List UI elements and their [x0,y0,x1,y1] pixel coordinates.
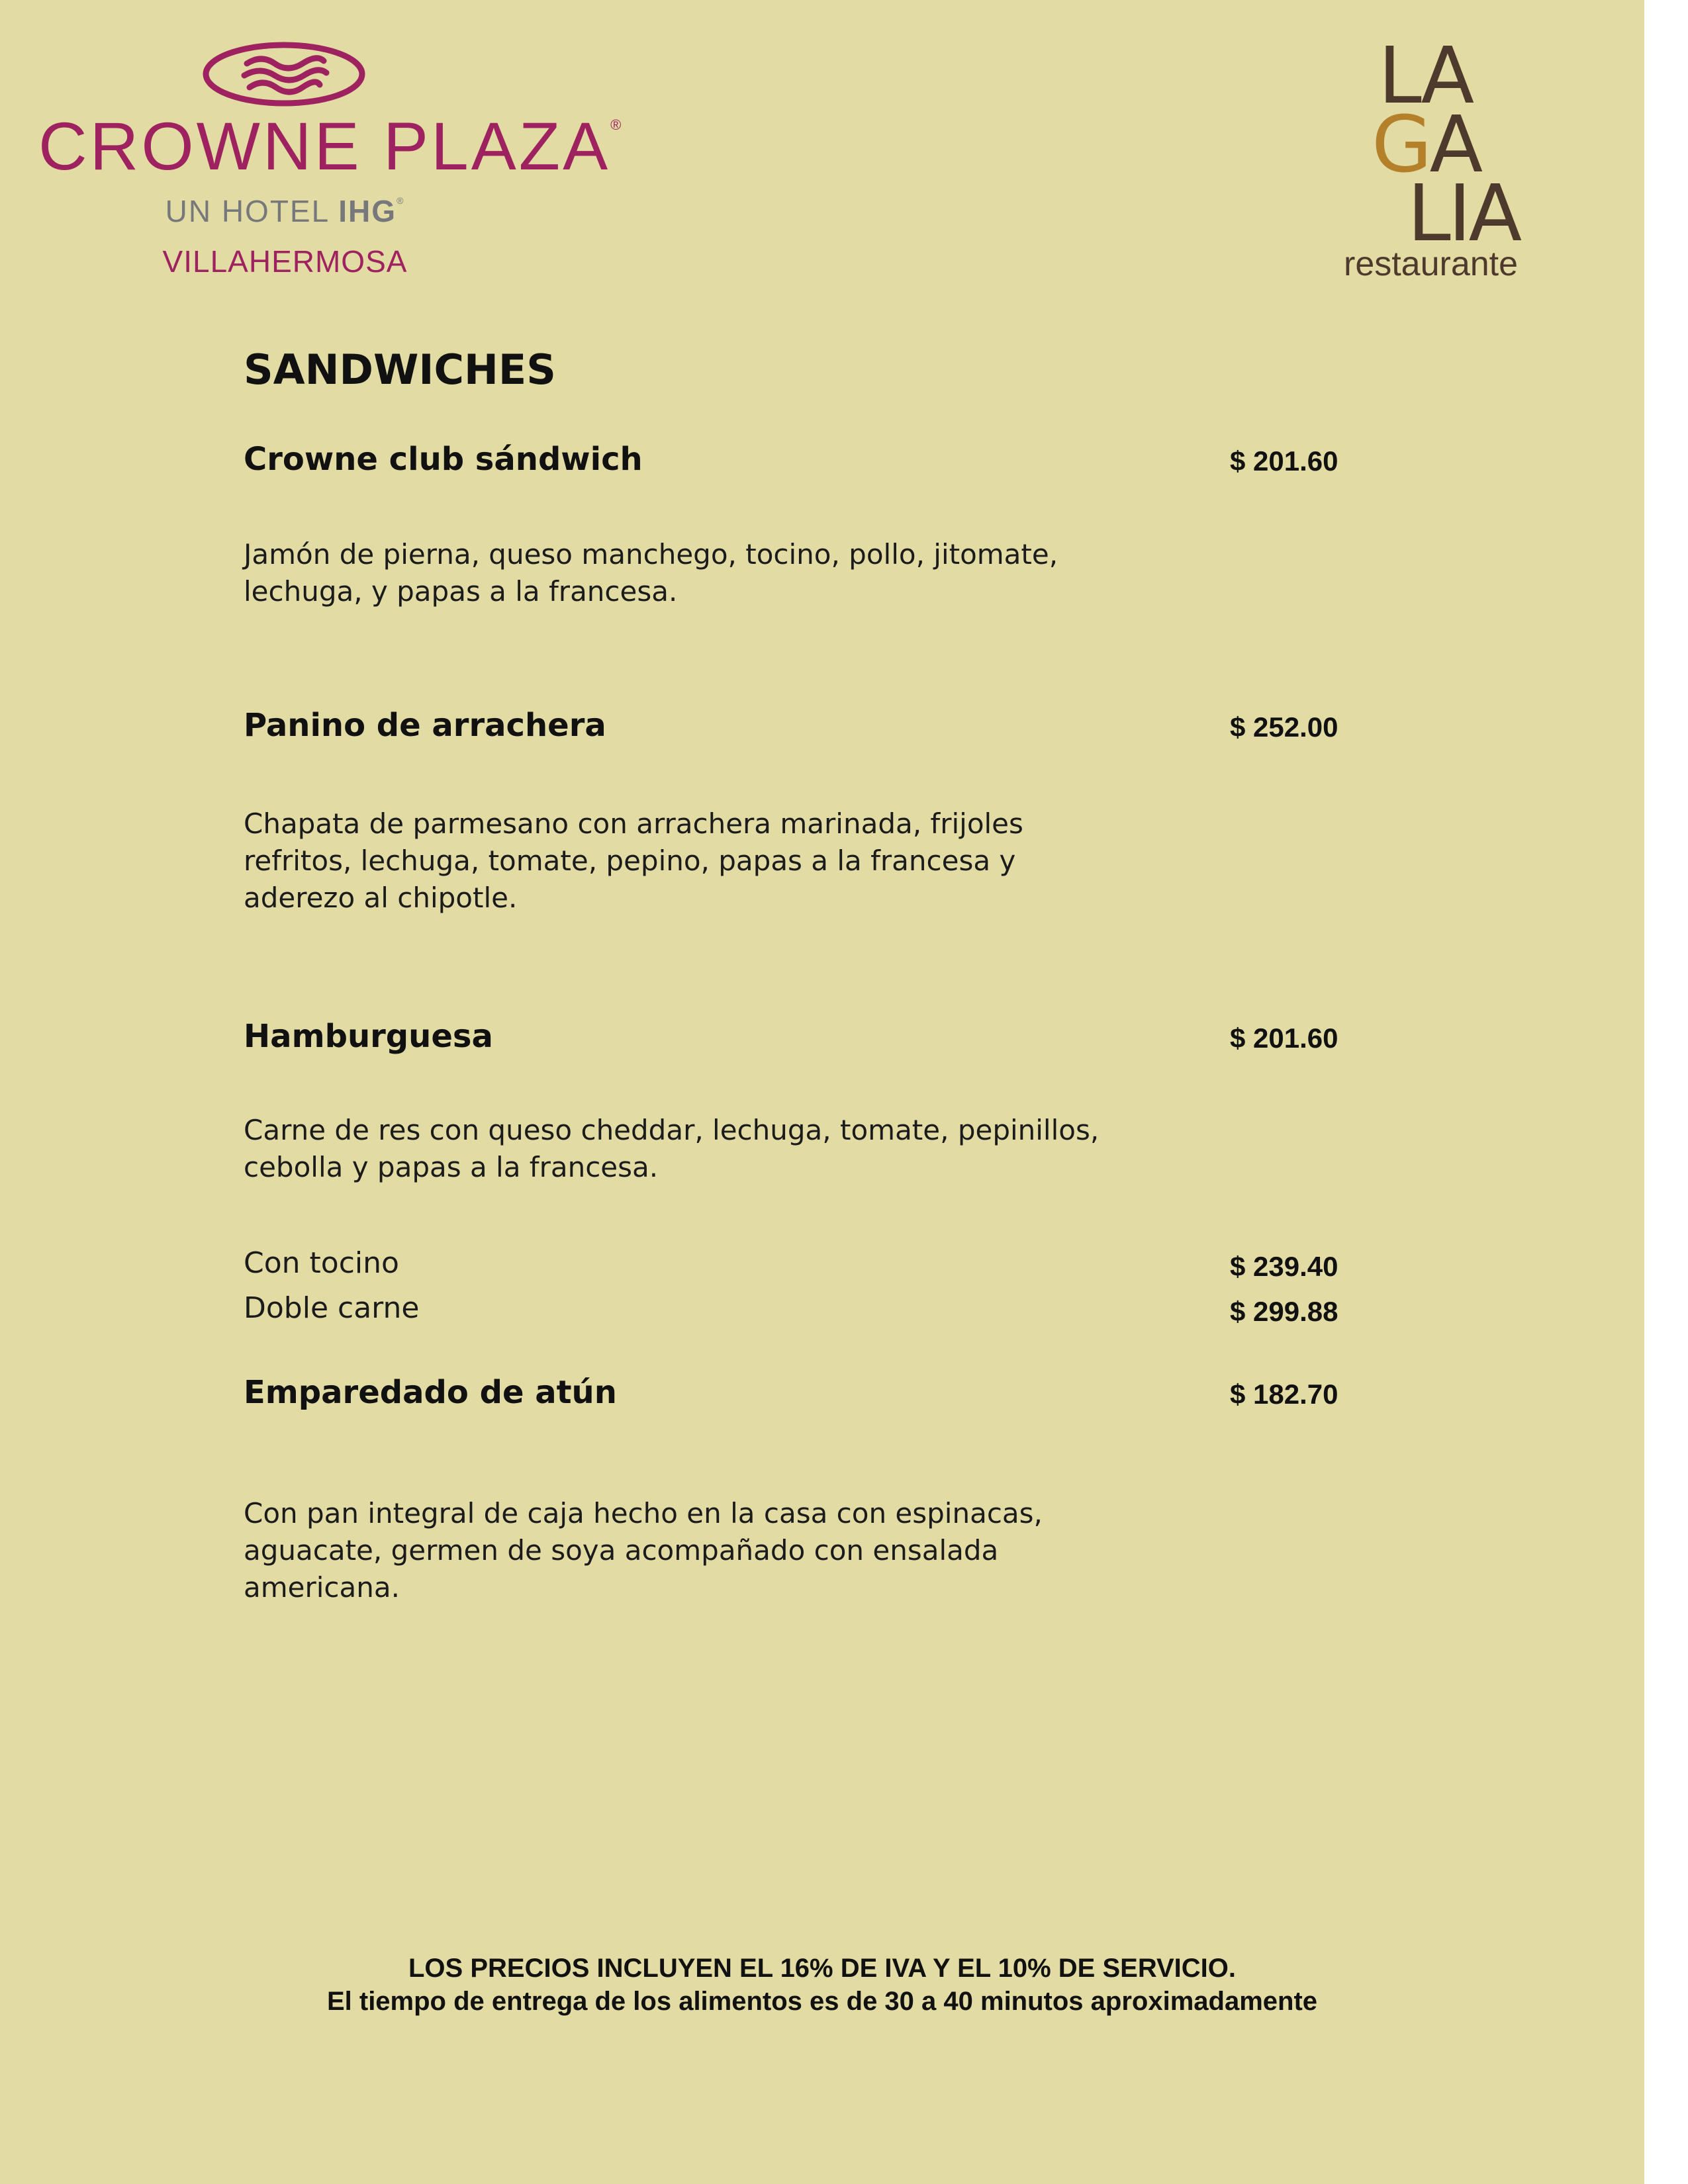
menu-variant-price: $ 299.88 [1230,1296,1338,1327]
menu-variant-name: Doble carne [244,1291,420,1325]
menu-variant-price: $ 239.40 [1230,1251,1338,1282]
price-disclaimer: LOS PRECIOS INCLUYEN EL 16% DE IVA Y EL 10% DE SERVICIO. [408,1954,1236,1983]
menu-item-price: $ 201.60 [1230,445,1338,477]
section-title: SANDWICHES [244,345,556,394]
la-galia-logo-line-1: LA [1378,30,1472,121]
la-galia-logo-line-2: GA [1372,99,1481,190]
menu-item-description: Carne de res con queso cheddar, lechuga, tomate, pepinillos, cebolla y papas a la francesa. [244,1114,1100,1183]
delivery-time-note: El tiempo de entrega de los alimentos es de 30 a 40 minutos aproximadamente [326,1987,1318,2016]
la-galia-tagline: restaurante [1344,245,1519,283]
menu-item-price: $ 182.70 [1230,1379,1338,1410]
menu-item-price: $ 201.60 [1230,1023,1338,1054]
menu-item-description: Jamón de pierna, queso manchego, tocino, pollo, jitomate, lechuga, y papas a la francesa. [244,538,1058,608]
menu-item-name: Panino de arrachera [244,707,606,744]
wave-oval-emblem-icon [201,40,367,109]
crowne-plaza-logo [38,40,622,285]
ihg-subline: UN HOTEL IHG® [165,194,405,228]
menu-item-name: Emparedado de atún [244,1374,617,1411]
menu-item-name: Hamburguesa [244,1018,493,1055]
menu-item-description: Chapata de parmesano con arrachera marinada, frijoles refritos, lechuga, tomate, pepino, papas a la francesa y aderezo al chipotle. [244,807,1023,914]
menu-item-name: Crowne club sándwich [244,441,643,478]
la-galia-logo [1344,30,1562,288]
la-galia-logo-line-3: LIA [1407,167,1520,259]
menu-variant-name: Con tocino [244,1246,399,1280]
menu-item-description: Con pan integral de caja hecho en la casa con espinacas, aguacate, germen de soya acompañado con ensalada americana. [244,1497,1043,1604]
page-edge-strip [1644,0,1688,2184]
menu-item-price: $ 252.00 [1230,711,1338,743]
hotel-city: VILLAHERMOSA [162,244,408,279]
crowne-plaza-wordmark: CROWNE PLAZA® [38,109,622,184]
